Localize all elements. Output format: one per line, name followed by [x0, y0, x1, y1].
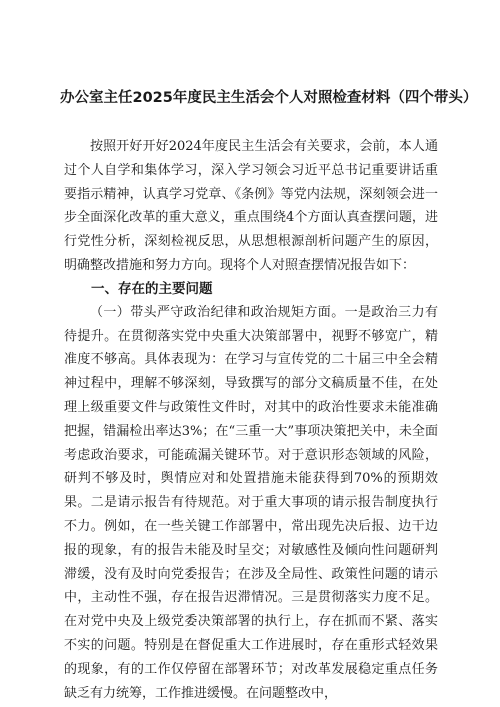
section-heading: 一、存在的主要问题 — [91, 280, 213, 297]
document-body — [64, 135, 438, 705]
section-paragraph: （一）带头严守政治纪律和政治规矩方面。一是政治三力有待提升。在贯彻落实党中央重大决策部署中，视野不够宽广，精准度不够高。具体表现为：在学习与宣传党的二十届三中全会精神过程中，理解不够深刻，导致撰写的部分文稿质量不佳，在处理上级重要文件与政策性文件时，对其中的政治性要求未能准确把握，错漏检出率达3%；在“三重一大”事项决策把关中，未全面考虑政治要求，可能疏漏关键环节。对于意识形态领域的风险，研判不够及时，舆情应对和处置措施未能获得到70%的预期效果。二是请示报告有待规范。对于重大事项的请示报告制度执行不力。例如，在一些关键工作部署中，常出现先决后报、边干边报的现象，有的报告未能及时呈交；对敏感性及倾向性问题研判滞缓，没有及时向党委报告；在涉及全局性、政策性问题的请示中，主动性不强，存在报告迟滞情况。三是贯彻落实力度不足。在对党中央及上级党委决策部署的执行上，存在抓而不紧、落实不实的问题。特别是在督促重大工作进展时，存在重形式轻效果的现象，有的工作仅停留在部署环节；对改革发展稳定重点任务缺乏有力统筹，工作推进缓慢。在问题整改中， — [64, 304, 438, 701]
document-title: 办公室主任2025年度民主生活会个人对照检查材料（四个带头） — [60, 90, 478, 106]
intro-paragraph: 按照开好开好2024年度民主生活会有关要求，会前，本人通过个人自学和集体学习，深入学习领会习近平总书记重要讲话重要指示精神，认真学习党章、《条例》等党内法规，深刻领会进一步全面深化改革的重大意义，重点围绕4个方面认真查摆问题，进行党性分析，深刻检视反思，从思想根源剖析问题产生的原因，明确整改措施和努力方向。现将个人对照查摆情况报告如下： — [64, 139, 438, 273]
